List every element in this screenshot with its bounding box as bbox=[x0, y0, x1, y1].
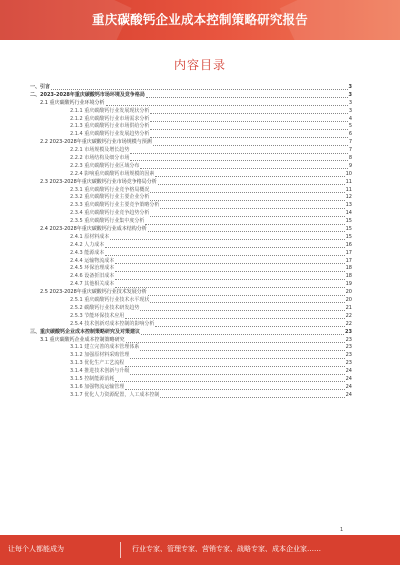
toc-entry-title: 2.1 重庆碳酸钙行业环境分析 bbox=[40, 99, 105, 106]
header-banner bbox=[0, 0, 400, 40]
toc-entry-title: 2.3 2023-2028年重庆碳酸钙行业市场竞争格局分析 bbox=[40, 178, 157, 185]
toc-entry-title: 3.1.1 建立完善的成本管理体系 bbox=[70, 344, 140, 351]
toc-dot-leader bbox=[160, 204, 344, 209]
toc-entry-page: 3 bbox=[348, 99, 352, 106]
toc-entry-title: 2.4.4 运输物流成本 bbox=[70, 257, 115, 264]
toc-dot-leader bbox=[150, 133, 347, 138]
toc-entry-title: 2.5.4 技术创新对成本控制的影响分析 bbox=[70, 320, 155, 327]
toc-dot-leader bbox=[148, 291, 345, 296]
toc-dot-leader bbox=[148, 227, 345, 232]
toc-entry-title: 3.1.5 控制能源消耗 bbox=[70, 375, 115, 382]
toc-entry[interactable] bbox=[30, 321, 352, 329]
toc-dot-leader bbox=[140, 306, 344, 311]
toc-entry[interactable] bbox=[30, 84, 352, 92]
toc-entry-page: 21 bbox=[345, 304, 352, 311]
toc-entry-title: 3.1 重庆碳酸钙企业成本控制策略研究 bbox=[40, 336, 125, 343]
page-number: 1 bbox=[340, 527, 344, 533]
toc-entry[interactable] bbox=[30, 250, 352, 258]
toc-dot-leader bbox=[130, 149, 347, 154]
toc-entry-title: 2.5.3 节能环保技术应用 bbox=[70, 312, 125, 319]
toc-dot-leader bbox=[140, 346, 344, 351]
toc-entry[interactable] bbox=[30, 368, 352, 376]
toc-dot-leader bbox=[141, 330, 344, 335]
toc-dot-leader bbox=[150, 117, 347, 122]
toc-dot-leader bbox=[158, 180, 345, 185]
toc-entry-title: 2.4.2 人力成本 bbox=[70, 241, 105, 248]
toc-entry-page: 3 bbox=[348, 84, 352, 90]
toc-dot-leader bbox=[125, 385, 344, 390]
footer-tagline: 行业专家、管理专家、营销专家、战略专家、成本企业家…… bbox=[132, 545, 321, 553]
toc-entry-title: 二、2023-2028年重庆碳酸钙市场环境及竞争格局 bbox=[30, 91, 145, 98]
toc-entry-title: 3.1.3 优化生产工艺流程 bbox=[70, 360, 125, 367]
toc-dot-leader bbox=[150, 188, 344, 193]
toc-entry[interactable] bbox=[30, 139, 352, 147]
toc-dot-leader bbox=[126, 338, 345, 343]
toc-dot-leader bbox=[106, 101, 348, 106]
toc-entry-page: 23 bbox=[345, 336, 352, 343]
toc-entry-title: 2.5.1 重庆碳酸钙行业技术水平现状 bbox=[70, 297, 150, 304]
toc-entry[interactable] bbox=[30, 289, 352, 297]
toc-entry[interactable] bbox=[30, 305, 352, 313]
toc-entry[interactable] bbox=[30, 155, 352, 163]
footer-banner bbox=[0, 535, 400, 565]
toc-dot-leader bbox=[105, 243, 344, 248]
toc-dot-leader bbox=[140, 164, 347, 169]
toc-entry[interactable] bbox=[30, 171, 352, 179]
toc-entry[interactable] bbox=[30, 281, 352, 289]
toc-entry-page: 8 bbox=[348, 155, 352, 162]
toc-entry-title: 2.4.3 能源成本 bbox=[70, 249, 105, 256]
toc-entry-title: 2.1.4 重庆碳酸钙行业发展趋势分析 bbox=[70, 131, 150, 138]
toc-dot-leader bbox=[146, 93, 348, 98]
toc-entry[interactable] bbox=[30, 108, 352, 116]
toc-entry-page: 7 bbox=[348, 139, 352, 146]
toc-entry-page: 4 bbox=[348, 115, 352, 122]
toc-entry-title: 2.1.3 重庆碳酸钙行业市场供给分析 bbox=[70, 123, 150, 130]
toc-entry[interactable] bbox=[30, 376, 352, 384]
toc-entry-page: 22 bbox=[345, 320, 352, 327]
toc-entry-page: 15 bbox=[345, 233, 352, 240]
toc-entry[interactable] bbox=[30, 297, 352, 305]
toc-entry[interactable] bbox=[30, 313, 352, 321]
toc-entry-title: 3.1.2 加强原材料采购管理 bbox=[70, 352, 130, 359]
toc-entry-page: 24 bbox=[345, 375, 352, 382]
toc-entry-page: 23 bbox=[345, 360, 352, 367]
toc-entry-page: 14 bbox=[345, 210, 352, 217]
toc-entry-page: 15 bbox=[345, 218, 352, 225]
toc-entry-title: 2.3.4 重庆碳酸钙行业竞争趋势分析 bbox=[70, 210, 150, 217]
toc-entry[interactable] bbox=[30, 163, 352, 171]
toc-entry-page: 16 bbox=[345, 241, 352, 248]
toc-entry-title: 2.2.1 市场规模及增长趋势 bbox=[70, 147, 130, 154]
toc-dot-leader bbox=[125, 314, 344, 319]
toc-entry[interactable] bbox=[30, 234, 352, 242]
toc-entry-page: 22 bbox=[345, 312, 352, 319]
toc-dot-leader bbox=[105, 251, 344, 256]
toc-entry[interactable] bbox=[30, 218, 352, 226]
toc-entry-page: 24 bbox=[345, 391, 352, 398]
toc-entry-title: 2.3.5 重庆碳酸钙行业集中度分析 bbox=[70, 218, 145, 225]
toc-dot-leader bbox=[115, 275, 344, 280]
toc-entry-title: 2.3.1 重庆碳酸钙行业竞争格局概况 bbox=[70, 186, 150, 193]
toc-entry-title: 2.4 2023-2028年重庆碳酸钙行业成本结构分析 bbox=[40, 226, 147, 233]
toc-entry-title: 3.1.6 加强物流运输管理 bbox=[70, 383, 125, 390]
toc-entry-page: 24 bbox=[345, 368, 352, 375]
toc-dot-leader bbox=[155, 172, 344, 177]
toc-entry-page: 7 bbox=[348, 147, 352, 154]
toc-entry-title: 3.1.4 推进技术创新与升级 bbox=[70, 368, 130, 375]
toc-dot-leader bbox=[130, 370, 344, 375]
toc-entry-page: 12 bbox=[345, 194, 352, 201]
toc-entry-page: 23 bbox=[345, 328, 352, 335]
toc-entry-page: 17 bbox=[345, 249, 352, 256]
toc-entry-title: 2.2.2 市场结构及细分市场 bbox=[70, 155, 130, 162]
toc-entry-title: 2.4.1 原材料成本 bbox=[70, 233, 110, 240]
toc-entry-page: 13 bbox=[345, 202, 352, 209]
toc-dot-leader bbox=[110, 235, 344, 240]
toc-dot-leader bbox=[150, 196, 344, 201]
toc-dot-leader bbox=[150, 298, 344, 303]
toc-entry-title: 2.4.5 环保治理成本 bbox=[70, 265, 115, 272]
toc-entry[interactable] bbox=[30, 392, 352, 400]
toc-dot-leader bbox=[115, 283, 344, 288]
toc-entry-title: 3.1.7 优化人力资源配置，人工成本控制 bbox=[70, 391, 160, 398]
toc-entry[interactable] bbox=[30, 100, 352, 108]
toc-entry[interactable] bbox=[30, 360, 352, 368]
toc-entry-page: 5 bbox=[348, 123, 352, 130]
toc-dot-leader bbox=[125, 362, 344, 367]
toc-entry-page: 11 bbox=[345, 178, 352, 185]
toc-entry-page: 24 bbox=[345, 383, 352, 390]
toc-dot-leader bbox=[150, 125, 347, 130]
footer-divider bbox=[120, 542, 121, 558]
report-title: 重庆碳酸钙企业成本控制策略研究报告 bbox=[92, 12, 308, 27]
toc-entry[interactable] bbox=[30, 210, 352, 218]
toc-entry[interactable] bbox=[30, 92, 352, 100]
toc-dot-leader bbox=[51, 85, 348, 90]
toc-entry-title: 2.3.3 重庆碳酸钙行业主要竞争策略分析 bbox=[70, 202, 160, 209]
toc-entry-page: 17 bbox=[345, 257, 352, 264]
toc-entry-title: 2.5 2023-2028年重庆碳酸钙行业技术发展分析 bbox=[40, 289, 147, 296]
toc-entry-page: 23 bbox=[345, 344, 352, 351]
toc-entry-title: 一、引言 bbox=[30, 84, 51, 90]
toc-entry-page: 3 bbox=[348, 91, 352, 98]
toc-entry-title: 2.4.6 设备折旧成本 bbox=[70, 273, 115, 280]
toc-entry-page: 15 bbox=[345, 226, 352, 233]
table-of-contents bbox=[30, 84, 352, 400]
toc-entry-page: 18 bbox=[345, 265, 352, 272]
toc-entry-title: 2.3.2 重庆碳酸钙行业主要企业分析 bbox=[70, 194, 150, 201]
toc-entry[interactable] bbox=[30, 329, 352, 337]
toc-entry-page: 20 bbox=[345, 289, 352, 296]
toc-dot-leader bbox=[130, 156, 347, 161]
toc-dot-leader bbox=[115, 267, 344, 272]
toc-dot-leader bbox=[150, 109, 347, 114]
toc-dot-leader bbox=[115, 377, 344, 382]
toc-entry-page: 10 bbox=[345, 170, 352, 177]
toc-entry[interactable] bbox=[30, 384, 352, 392]
toc-entry-page: 19 bbox=[345, 281, 352, 288]
toc-entry-title: 2.2.4 影响重庆碳酸钙市场规模的因素 bbox=[70, 170, 155, 177]
toc-entry-page: 9 bbox=[348, 162, 352, 169]
toc-entry-title: 2.1.2 重庆碳酸钙行业市场需求分析 bbox=[70, 115, 150, 122]
toc-dot-leader bbox=[115, 259, 344, 264]
toc-entry-title: 2.2.3 重庆碳酸钙行业区域分布 bbox=[70, 162, 140, 169]
toc-entry[interactable] bbox=[30, 226, 352, 234]
toc-entry-title: 2.2 2023-2028年重庆碳酸钙行业市场规模与预测 bbox=[40, 139, 152, 146]
toc-entry-page: 18 bbox=[345, 273, 352, 280]
toc-entry-page: 11 bbox=[345, 186, 352, 193]
toc-dot-leader bbox=[130, 354, 344, 359]
toc-heading: 内容目录 bbox=[173, 58, 226, 72]
toc-entry-page: 20 bbox=[345, 297, 352, 304]
toc-entry-title: 2.4.7 其他相关成本 bbox=[70, 281, 115, 288]
toc-entry-page: 6 bbox=[348, 131, 352, 138]
toc-entry-title: 2.1.1 重庆碳酸钙行业发展现状分析 bbox=[70, 107, 150, 114]
toc-dot-leader bbox=[160, 393, 344, 398]
toc-dot-leader bbox=[150, 212, 344, 217]
toc-dot-leader bbox=[153, 141, 348, 146]
toc-entry[interactable] bbox=[30, 147, 352, 155]
toc-entry[interactable] bbox=[30, 179, 352, 187]
toc-entry[interactable] bbox=[30, 352, 352, 360]
toc-entry-title: 2.5.2 碳酸钙行业技术研发趋势 bbox=[70, 304, 140, 311]
footer-slogan: 让每个人都能成为 bbox=[8, 545, 64, 553]
toc-dot-leader bbox=[145, 220, 344, 225]
toc-entry[interactable] bbox=[30, 242, 352, 250]
toc-dot-leader bbox=[155, 322, 344, 327]
toc-entry-page: 23 bbox=[345, 352, 352, 359]
toc-entry-page: 3 bbox=[348, 107, 352, 114]
toc-entry-title: 三、重庆碳酸钙企业成本控制策略研究及对策建议 bbox=[30, 328, 141, 335]
